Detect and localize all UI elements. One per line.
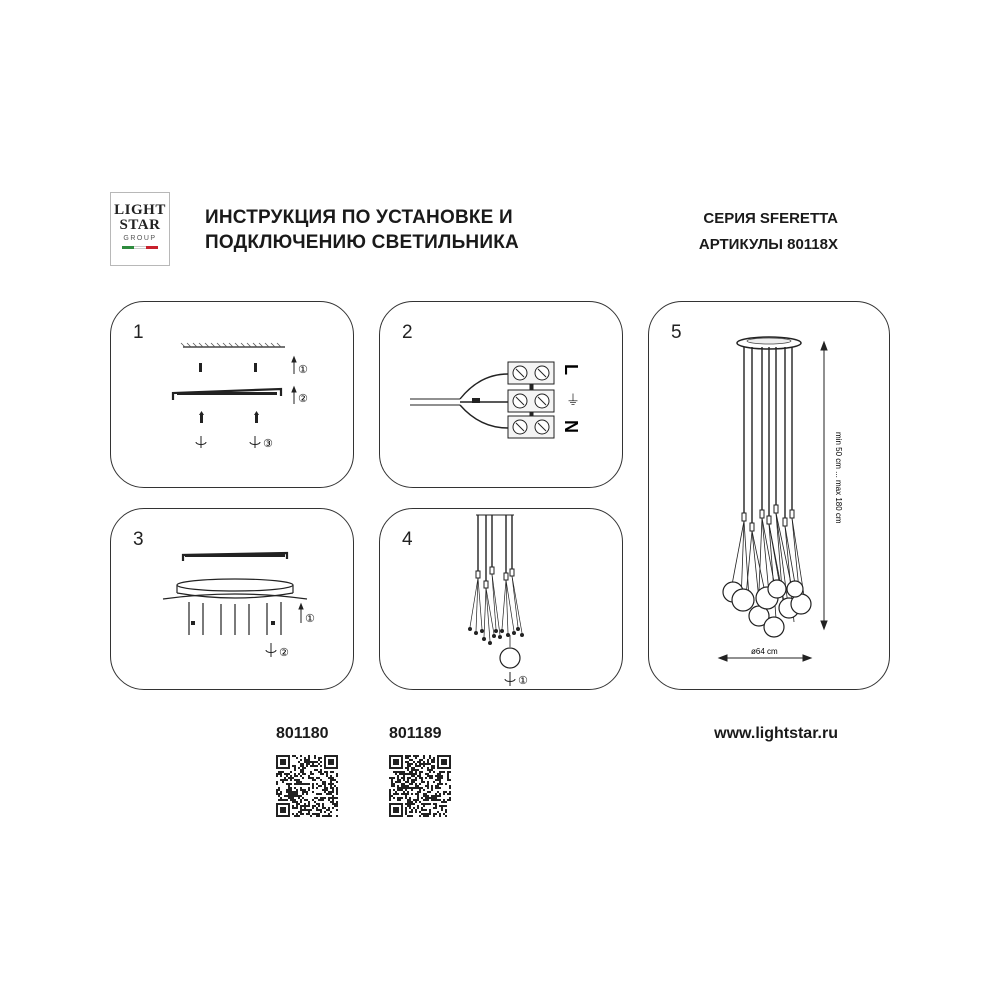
article-numbers: АРТИКУЛЫ 80118X [698, 236, 838, 253]
italian-flag-icon [122, 246, 158, 249]
live-label: L [561, 364, 581, 375]
qr-code-801189[interactable] [389, 755, 451, 817]
dimensions-diagram [649, 302, 891, 691]
diameter-label: ø64 cm [751, 647, 778, 656]
ceiling-mount-diagram [111, 302, 355, 489]
document-title [205, 205, 519, 255]
step-number: 1 [133, 322, 144, 343]
step-number: 3 [133, 529, 144, 550]
title-line2: ПОДКЛЮЧЕНИЮ СВЕТИЛЬНИКА [205, 232, 519, 253]
step-2-panel [379, 301, 623, 488]
step-1-label-2: ② [298, 393, 308, 405]
step-1-label-3: ③ [263, 438, 273, 450]
title-line1: ИНСТРУКЦИЯ ПО УСТАНОВКЕ И [205, 207, 513, 228]
step-4-label-1: ① [518, 675, 528, 687]
shade-attachment-diagram [380, 509, 624, 691]
step-4-panel [379, 508, 623, 690]
logo-line2: STAR [119, 217, 161, 233]
step-3-panel [110, 508, 354, 690]
dowel-right [254, 363, 257, 372]
earth-label: ⏚ [566, 392, 580, 408]
step-5-panel [648, 301, 890, 690]
neutral-label: N [561, 420, 581, 433]
series-name: СЕРИЯ SFERETTA [703, 210, 838, 227]
step-number: 2 [402, 322, 413, 343]
qr-code-801180[interactable] [276, 755, 338, 817]
series-info [699, 206, 838, 258]
article-code-1: 801180 [276, 725, 329, 742]
article-code-2: 801189 [389, 725, 442, 742]
step-number: 4 [402, 529, 413, 550]
step-1-panel [110, 301, 354, 488]
wiring-diagram [380, 302, 624, 489]
terminal-block [508, 362, 554, 438]
step-1-label-1: ① [298, 364, 308, 376]
step-3-label-2: ② [279, 647, 289, 659]
canopy-mount-diagram [111, 509, 355, 691]
height-label: min 50 cm ... max 180 cm [834, 432, 843, 524]
dowel-left [199, 363, 202, 372]
brand-logo [110, 192, 170, 266]
logo-line3: GROUP [123, 235, 157, 242]
glass-spheres [723, 580, 811, 637]
step-3-label-1: ① [305, 613, 315, 625]
website-link[interactable]: www.lightstar.ru [714, 725, 838, 742]
glass-sphere [500, 648, 520, 668]
logo-line1: LIGHT [114, 202, 166, 218]
step-number: 5 [671, 322, 682, 343]
